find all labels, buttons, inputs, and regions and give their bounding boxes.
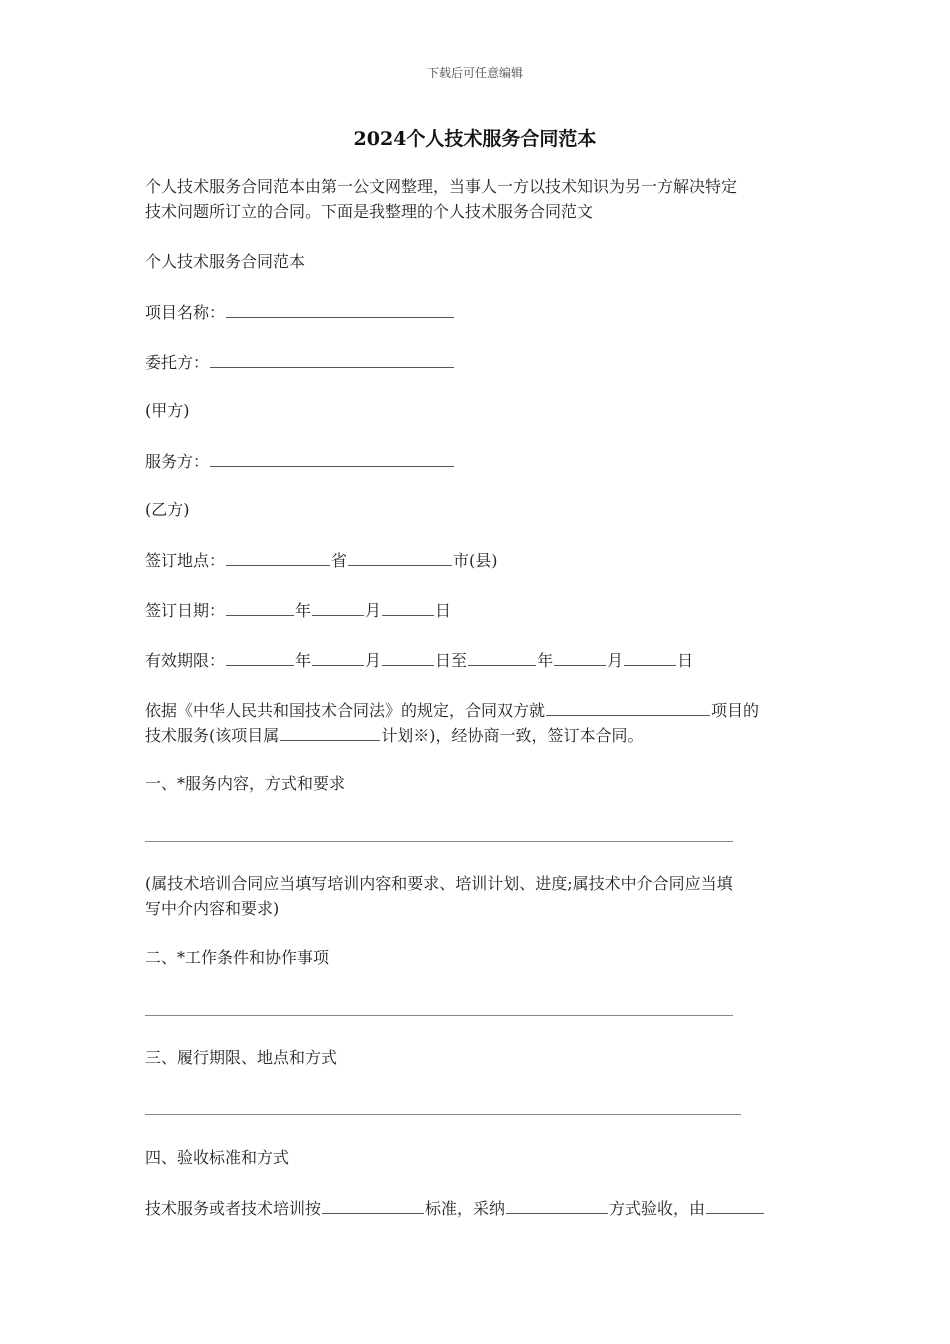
province-blank[interactable]: [226, 547, 330, 566]
month-label: 月: [607, 651, 624, 670]
basis-text-4: 计划※)，经协商一致，签订本合同。: [381, 726, 644, 745]
validity-label: 有效期限：: [145, 651, 226, 670]
provider-blank[interactable]: [210, 448, 454, 467]
day-label: 日: [677, 651, 694, 670]
validity-end-year-blank[interactable]: [468, 647, 536, 666]
validity-field: [145, 647, 693, 673]
basis-line-2: [145, 722, 644, 748]
intro-line-1: 个人技术服务合同范本由第一公文网整理，当事人一方以技术知识为另一方解决特定: [145, 177, 738, 196]
year-label: 年: [295, 601, 312, 620]
sign-year-blank[interactable]: [226, 597, 294, 616]
sign-place-label: 签订地点：: [145, 551, 226, 570]
section-1-heading: 一、*服务内容，方式和要求: [145, 774, 346, 793]
acceptance-text-2: 标准，采纳: [425, 1199, 506, 1218]
method-blank[interactable]: [506, 1195, 608, 1214]
acceptance-text-1: 技术服务或者技术培训按: [145, 1199, 322, 1218]
party-b-label: (乙方): [145, 500, 190, 519]
section-4-heading: 四、验收标准和方式: [145, 1148, 290, 1167]
section-1-fill-line[interactable]: [145, 841, 733, 842]
day-to-label: 日至: [435, 651, 468, 670]
party-a-label: (甲方): [145, 401, 190, 420]
sign-date-label: 签订日期：: [145, 601, 226, 620]
provider-label: 服务方：: [145, 452, 210, 471]
section-3-fill-line[interactable]: [145, 1114, 741, 1115]
month-label: 月: [365, 651, 382, 670]
project-name-blank[interactable]: [226, 299, 454, 318]
sign-place-field: [145, 547, 498, 573]
plan-blank[interactable]: [280, 722, 380, 741]
validity-start-day-blank[interactable]: [382, 647, 434, 666]
city-label: 市(县): [453, 551, 498, 570]
basis-text-3: 技术服务(该项目属: [145, 726, 280, 745]
year-label: 年: [295, 651, 312, 670]
standard-blank[interactable]: [322, 1195, 424, 1214]
validity-end-day-blank[interactable]: [624, 647, 676, 666]
validity-start-month-blank[interactable]: [312, 647, 364, 666]
project-blank[interactable]: [546, 697, 710, 716]
section-3-heading: 三、履行期限、地点和方式: [145, 1048, 338, 1067]
page-header-note: 下载后可任意编辑: [426, 66, 523, 80]
city-blank[interactable]: [348, 547, 452, 566]
year-label: 年: [537, 651, 554, 670]
verifier-blank[interactable]: [706, 1195, 764, 1214]
basis-line-1: [145, 697, 759, 723]
validity-end-month-blank[interactable]: [554, 647, 606, 666]
intro-line-2: 技术问题所订立的合同。下面是我整理的个人技术服务合同范文: [145, 202, 594, 221]
sign-month-blank[interactable]: [312, 597, 364, 616]
day-label: 日: [435, 601, 452, 620]
project-name-field: [145, 299, 455, 325]
document-title: 2024个人技术服务合同范本: [353, 128, 597, 150]
client-blank[interactable]: [210, 349, 454, 368]
client-field: [145, 349, 455, 375]
acceptance-line: [145, 1195, 765, 1221]
basis-text-1: 依据《中华人民共和国技术合同法》的规定，合同双方就: [145, 701, 546, 720]
validity-start-year-blank[interactable]: [226, 647, 294, 666]
section-2-fill-line[interactable]: [145, 1015, 733, 1016]
sign-day-blank[interactable]: [382, 597, 434, 616]
contract-subtitle: 个人技术服务合同范本: [145, 252, 306, 271]
acceptance-text-3: 方式验收，由: [609, 1199, 706, 1218]
project-name-label: 项目名称：: [145, 303, 226, 322]
basis-text-2: 项目的: [711, 701, 760, 720]
provider-field: [145, 448, 455, 474]
section-1-note-line-2: 写中介内容和要求): [145, 899, 280, 918]
province-label: 省: [331, 551, 348, 570]
sign-date-field: [145, 597, 451, 623]
client-label: 委托方：: [145, 353, 210, 372]
section-1-note-line-1: (属技术培训合同应当填写培训内容和要求、培训计划、进度;属技术中介合同应当填: [145, 874, 733, 893]
section-2-heading: 二、*工作条件和协作事项: [145, 948, 330, 967]
month-label: 月: [365, 601, 382, 620]
